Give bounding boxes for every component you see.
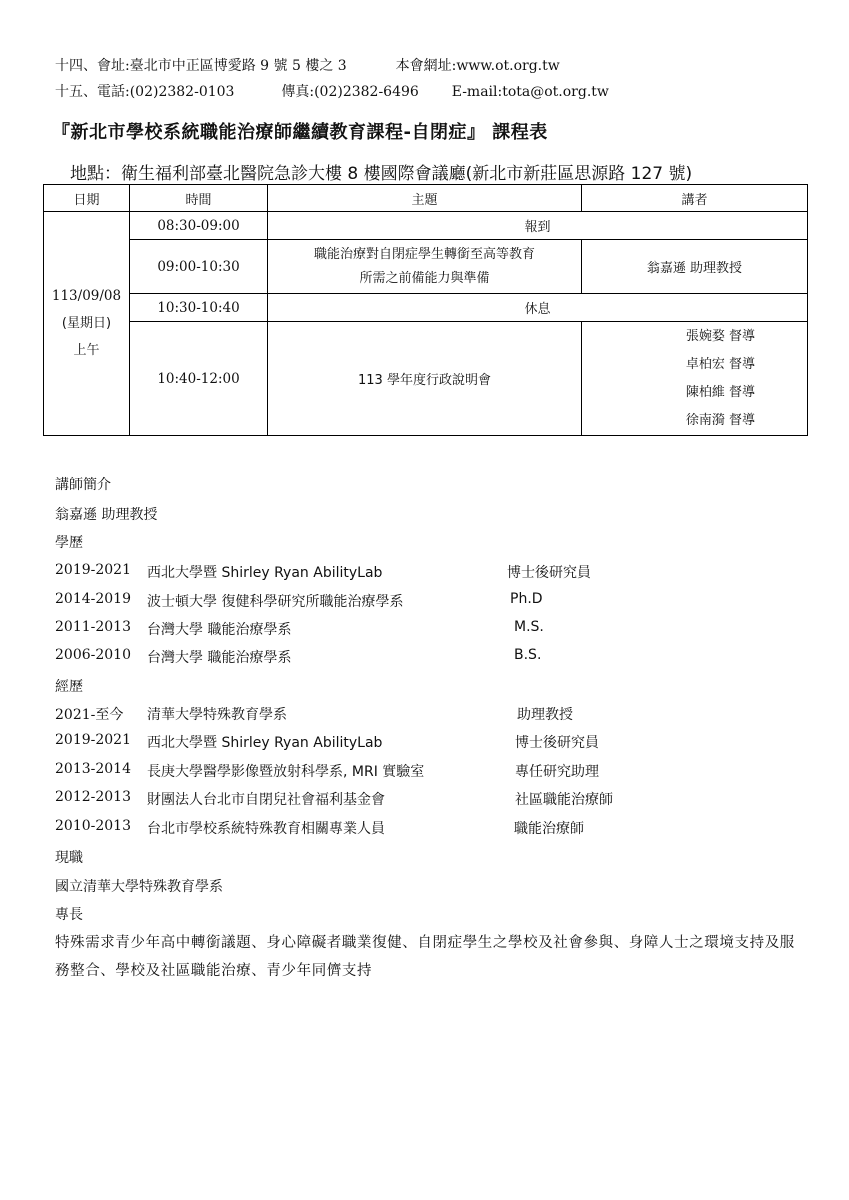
position: 博士後研究員 [515, 735, 599, 751]
experience-heading: 經歷 [55, 679, 83, 695]
header-topic: 主題 [268, 185, 582, 212]
header-speaker: 講者 [582, 185, 808, 212]
speaker-name: 張婉婺 督導 [685, 328, 755, 344]
table-row [44, 294, 808, 322]
organization: 波士頓大學 復健科學研究所職能治療學系 [147, 594, 404, 610]
session-text: 上午 [73, 343, 100, 358]
address-text: 十四、會址:臺北市中正區博愛路 9 號 5 樓之 3 [55, 58, 347, 74]
time-cell: 10:30-10:40 [130, 294, 268, 322]
time-cell: 08:30-09:00 [130, 212, 268, 240]
time-cell: 09:00-10:30 [130, 240, 268, 294]
venue-text: 地點：衛生福利部臺北醫院急診大樓 8 樓國際會議廳(新北市新莊區思源路 127 號) [70, 164, 693, 184]
position: 職能治療師 [514, 821, 584, 837]
fax-text: 傳真:(02)2382-6496 [281, 84, 419, 100]
position: M.S. [514, 619, 544, 635]
years: 2019-2021 [55, 732, 131, 748]
address-line [55, 55, 560, 75]
years: 2011-2013 [55, 619, 131, 635]
speaker-name: 卓柏宏 督導 [685, 356, 755, 372]
topic-cell [268, 240, 582, 294]
speaker-cell [582, 322, 808, 436]
years: 2010-2013 [55, 818, 131, 834]
topic-cell: 113 學年度行政說明會 [268, 322, 582, 436]
phone-text: 十五、電話:(02)2382-0103 [55, 84, 235, 100]
years: 2013-2014 [55, 761, 131, 777]
organization: 台灣大學 職能治療學系 [147, 650, 292, 666]
time-cell: 10:40-12:00 [130, 322, 268, 436]
schedule-table [43, 184, 808, 436]
website-text: 本會網址:www.ot.org.tw [395, 58, 560, 74]
email-text: E-mail:tota@ot.org.tw [451, 84, 609, 100]
current-heading: 現職 [55, 850, 83, 866]
topic-cell: 休息 [268, 294, 808, 322]
position: 博士後研究員 [507, 565, 591, 581]
table-row [44, 240, 808, 294]
position: Ph.D [510, 591, 543, 607]
specialty-text: 特殊需求青少年高中轉銜議題、身心障礙者職業復健、自閉症學生之學校及社會參與、身障人士之環境支持及服務整合、學校及社區職能治療、青少年同儕支持 [55, 935, 795, 979]
position: 助理教授 [517, 707, 573, 723]
header-date: 日期 [44, 185, 130, 212]
years: 2019-2021 [55, 562, 131, 578]
table-row [44, 322, 808, 436]
organization: 台北市學校系統特殊教育相關專業人員 [147, 821, 385, 837]
speaker-name: 陳柏維 督導 [685, 384, 755, 400]
years: 2012-2013 [55, 789, 131, 805]
specialty-heading: 專長 [55, 907, 83, 923]
education-heading: 學歷 [55, 535, 83, 551]
organization: 西北大學暨 Shirley Ryan AbilityLab [147, 735, 383, 751]
weekday-text: (星期日) [61, 316, 112, 331]
organization: 西北大學暨 Shirley Ryan AbilityLab [147, 565, 383, 581]
date-text: 113/09/08 [51, 288, 122, 304]
table-header-row [44, 185, 808, 212]
speaker-name-heading: 翁嘉遜 助理教授 [55, 507, 158, 523]
topic-cell: 報到 [268, 212, 808, 240]
years: 2014-2019 [55, 591, 131, 607]
organization: 清華大學特殊教育學系 [147, 707, 287, 723]
current-position: 國立清華大學特殊教育學系 [55, 879, 223, 895]
years: 2021-至今 [55, 707, 124, 723]
table-row [44, 212, 808, 240]
topic-line: 所需之前備能力與準備 [359, 270, 490, 286]
speaker-name: 徐南漪 督導 [685, 412, 755, 428]
organization: 長庚大學醫學影像暨放射科學系, MRI 實驗室 [147, 764, 425, 780]
date-cell [44, 212, 130, 436]
position: 社區職能治療師 [515, 792, 613, 808]
bio-heading: 講師簡介 [55, 477, 111, 493]
years: 2006-2010 [55, 647, 131, 663]
speaker-cell: 翁嘉遜 助理教授 [582, 240, 808, 294]
organization: 財團法人台北市自閉兒社會福利基金會 [147, 792, 385, 808]
topic-line: 職能治療對自閉症學生轉銜至高等教育 [313, 246, 535, 262]
organization: 台灣大學 職能治療學系 [147, 622, 292, 638]
position: B.S. [514, 647, 542, 663]
position: 專任研究助理 [515, 764, 599, 780]
contact-line [55, 81, 609, 101]
header-time: 時間 [130, 185, 268, 212]
page-title: 『新北市學校系統職能治療師繼續教育課程-自閉症』 課程表 [52, 122, 548, 143]
